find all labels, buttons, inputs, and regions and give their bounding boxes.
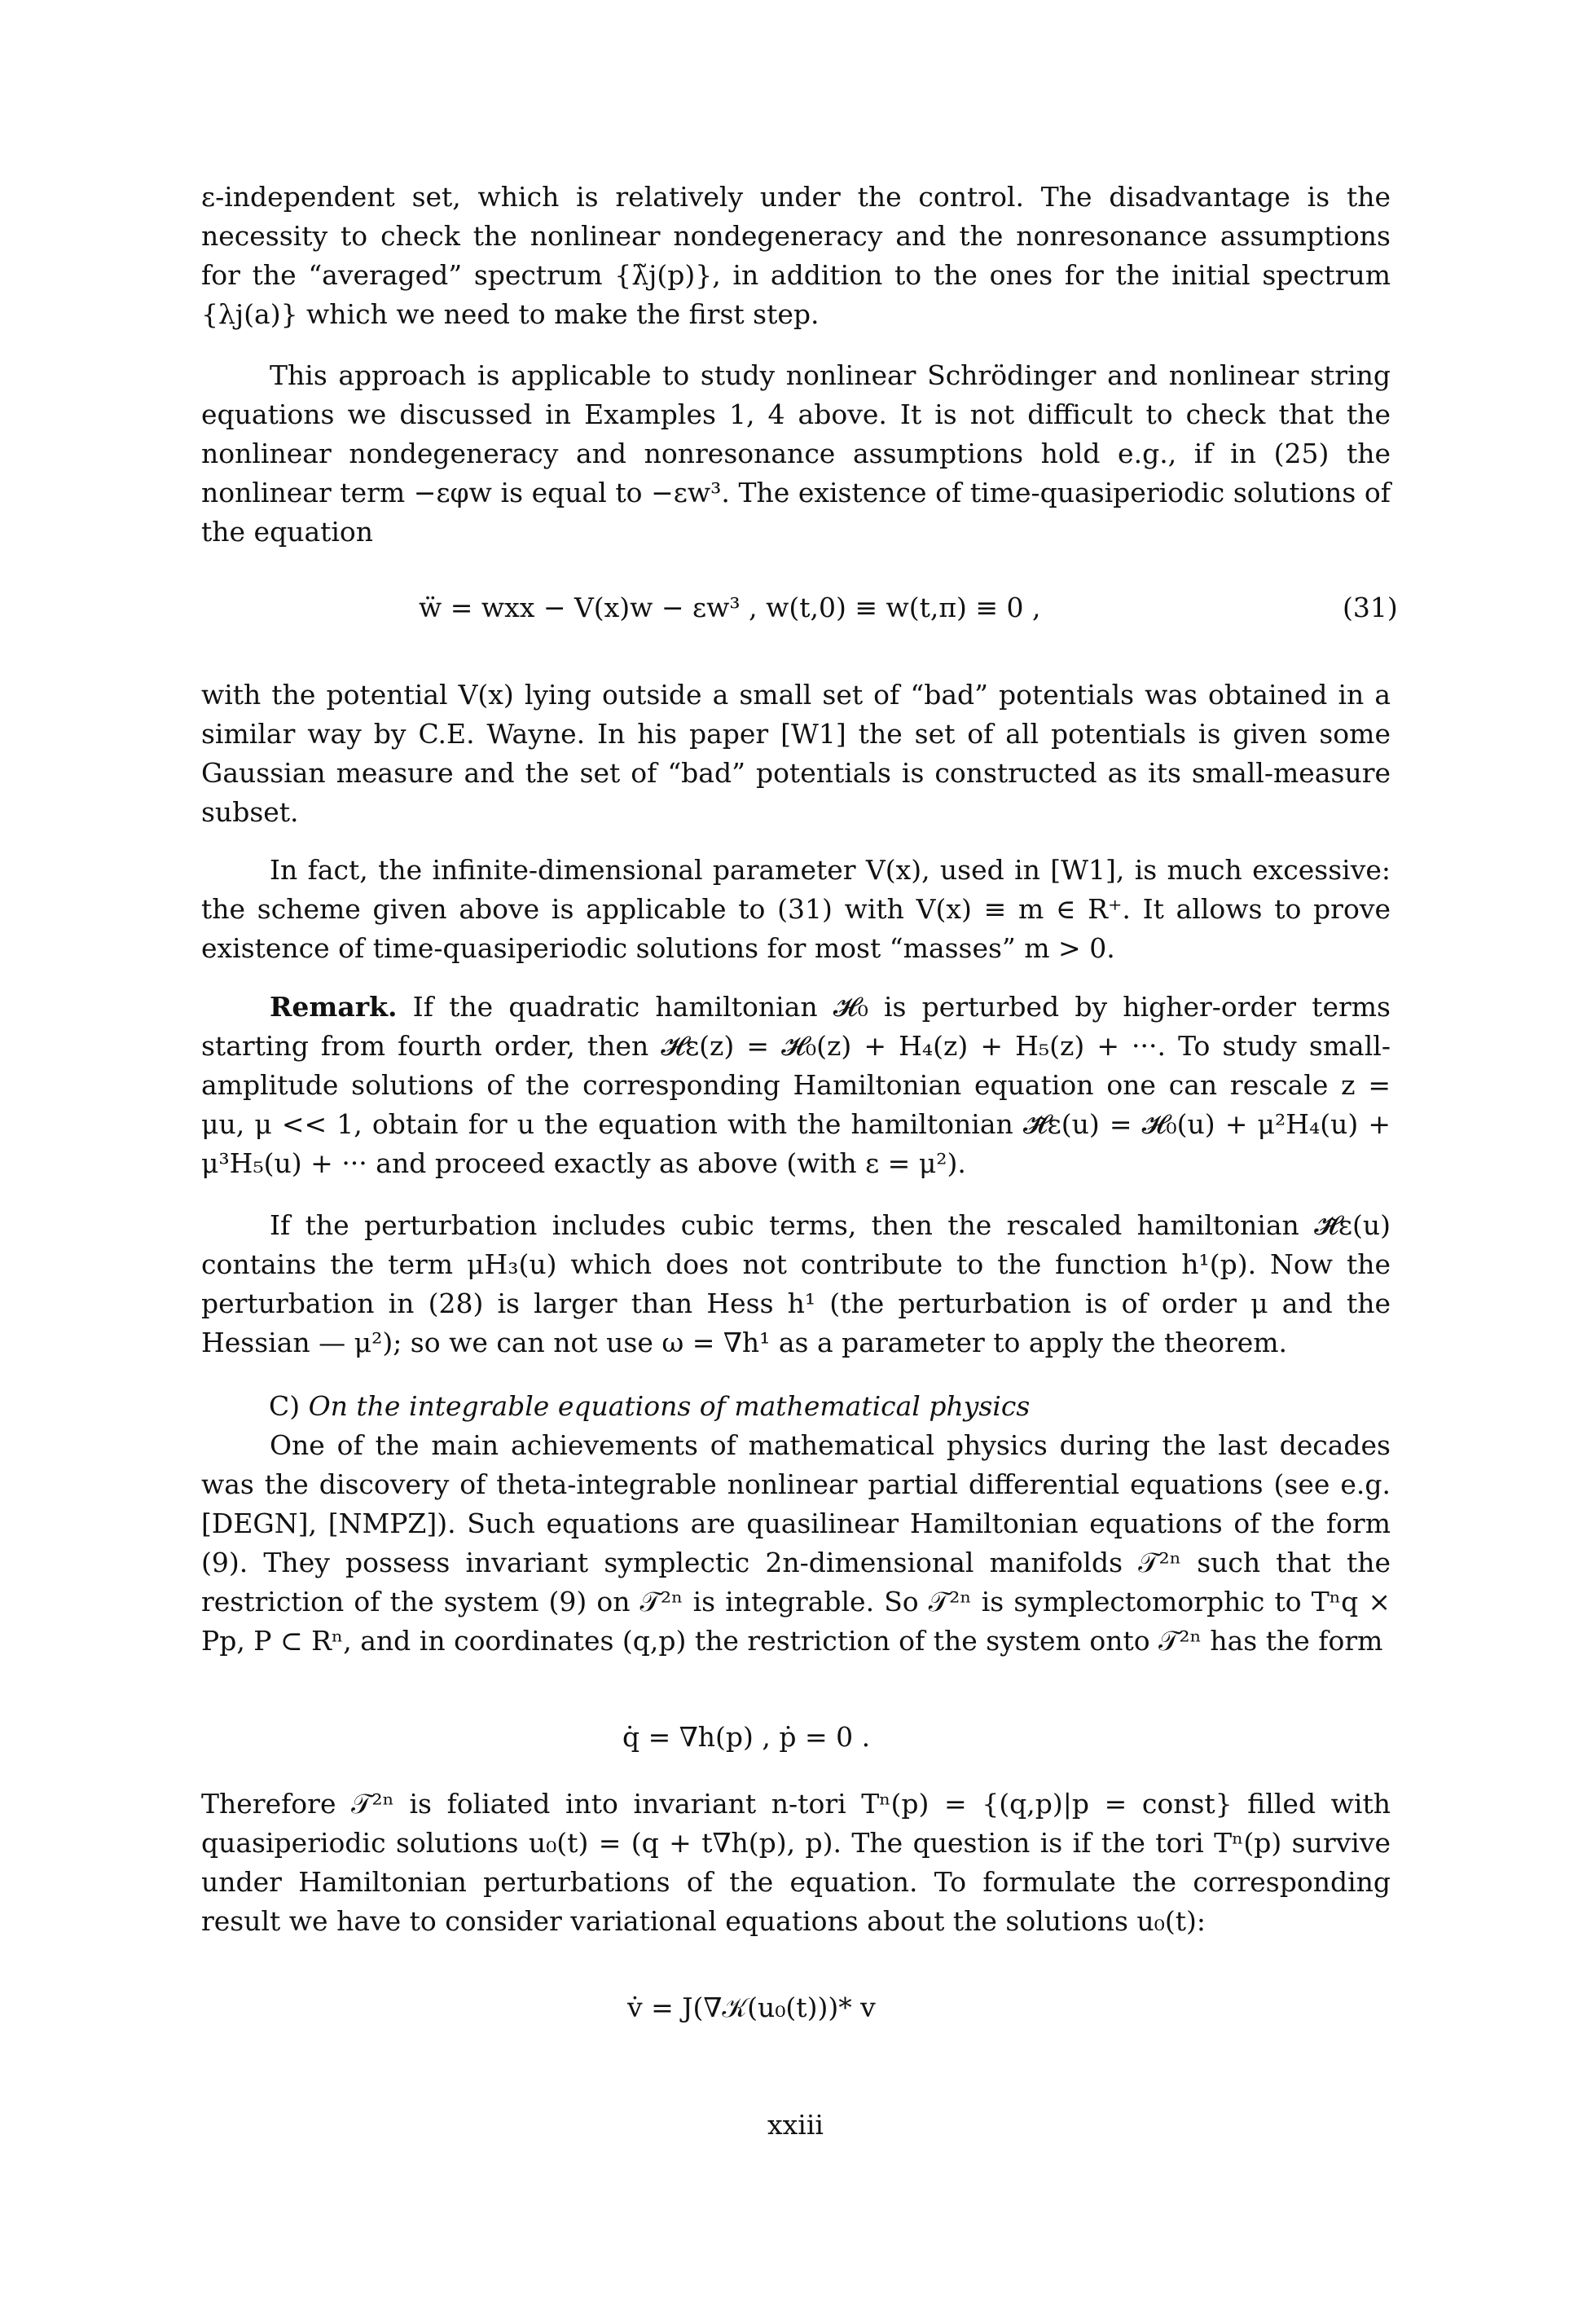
equation-variational: v̇ = J(∇𝒦(u₀(t)))* v (627, 1992, 876, 2023)
paragraph-wayne: with the potential V(x) lying outside a small set of “bad” potentials was obtained in a similar way by C.E. Wayne. In his paper [W1] the set of all potentials is given some Gaussian measure and the set of “bad” potentials is constructed as its small-measure subset. (201, 679, 1391, 828)
paragraph-tori: Therefore 𝒯²ⁿ is foliated into invariant n-tori Tⁿ(p) = {(q,p)|p = const} filled with quasiperiodic solutions u₀(t) = (q + t∇h(p), p). The question is if the tori Tⁿ(p) survive under Hamiltonian perturbations of the equation. To formulate the corresponding result we have to consider variational equations about the solutions u₀(t): (201, 1788, 1391, 1937)
paragraph-cubic: If the perturbation includes cubic terms, then the rescaled hamiltonian 𝓗̃ε(u) contains the term μH₃(u) which does not contribute to the function h¹(p). Now the perturbation in (28) is larger than Hess h¹ (the perturbation is of order μ and the Hessian — μ²); so we can not use ω = ∇h¹ as a parameter to apply the theorem. (201, 1209, 1391, 1358)
remark-label: Remark. (270, 991, 398, 1023)
remark-text: If the quadratic hamiltonian 𝓗₀ is perturbed by higher-order terms starting from fourth order, then 𝓗ε(z) = 𝓗₀(z) + H₄(z) + H₅(z) + ···. To study small-amplitude solutions of the corresponding Hamiltonian equation one can rescale z = μu, μ << 1, obtain for u the equation with the hamiltonian 𝓗̃ε(u) = 𝓗₀(u) + μ²H₄(u) + μ³H₅(u) + ··· and proceed exactly as above (with ε = μ²). (201, 991, 1391, 1179)
equation-31-number: (31) (1343, 592, 1398, 623)
paragraph-spectrum: ε-independent set, which is relatively under the control. The disadvantage is the necessity to check the nonlinear nondegeneracy and the nonresonance assumptions for the “averaged” spectrum {λ̃j(p)}, in addition to the ones for the initial spectrum {λj(a)} which we need to make the first step. (201, 181, 1391, 330)
page-number: xxiii (767, 2109, 824, 2141)
paragraph-approach: This approach is applicable to study nonlinear Schrödinger and nonlinear string equations we discussed in Examples 1, 4 above. It is not difficult to check that the nonlinear nondegeneracy and nonresonance assumptions hold e.g., if in (25) the nonlinear term −εφw is equal to −εw³. The existence of time-quasiperiodic solutions of the equation (201, 359, 1391, 548)
equation-qp: q̇ = ∇h(p) , ṗ = 0 . (622, 1721, 871, 1753)
paragraph-remark (201, 988, 1391, 1183)
paragraph-integrable: One of the main achievements of mathematical physics during the last decades was the discovery of theta-integrable nonlinear partial differential equations (see e.g. [DEGN], [NMPZ]). Such equations are quasilinear Hamiltonian equations of the form (9). They possess invariant symplectic 2n-dimensional manifolds 𝒯²ⁿ such that the restriction of the system (9) on 𝒯²ⁿ is integrable. So 𝒯²ⁿ is symplectomorphic to Tⁿq × Pp, P ⊂ Rⁿ, and in coordinates (q,p) the restriction of the system onto 𝒯²ⁿ has the form (201, 1429, 1391, 1657)
section-label: C) (269, 1390, 301, 1422)
section-title: On the integrable equations of mathematical physics (308, 1390, 1031, 1422)
equation-31: ẅ = wxx − V(x)w − εw³ , w(t,0) ≡ w(t,π) ≡ 0 , (419, 592, 1041, 623)
section-heading (269, 1387, 1030, 1426)
paragraph-masses: In fact, the infinite-dimensional parameter V(x), used in [W1], is much excessive: the scheme given above is applicable to (31) with V(x) ≡ m ∈ R⁺. It allows to prove existence of time-quasiperiodic solutions for most “masses” m > 0. (201, 854, 1391, 964)
